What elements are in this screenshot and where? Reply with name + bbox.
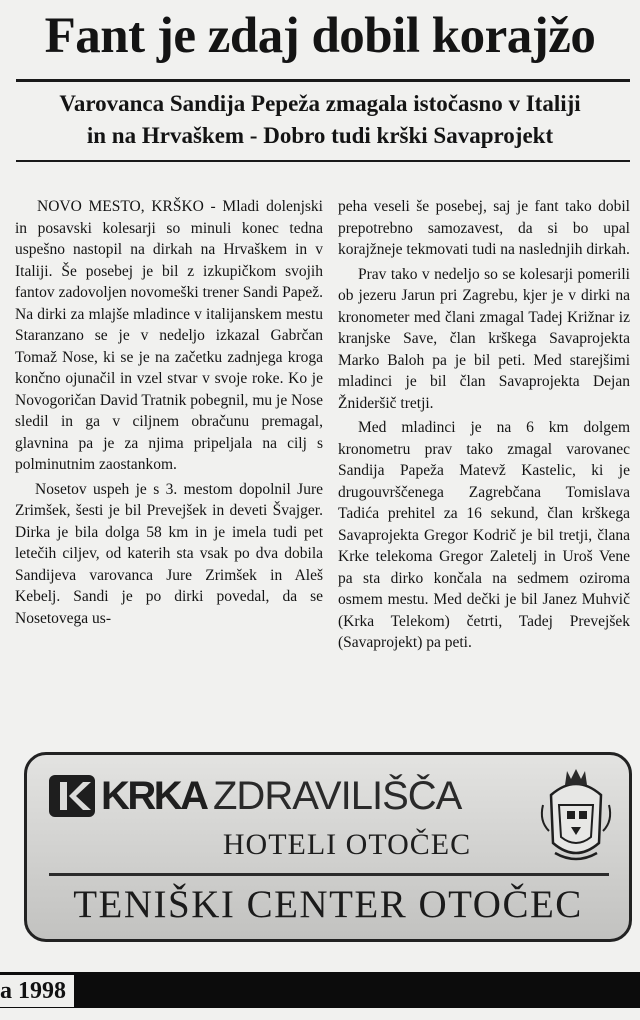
- ad-divider: [49, 873, 609, 876]
- article-paragraph-4: Med mladinci je na 6 km dolgem kronometru prav tako zmagal varovanec Sandija Papeža Matevž Kastelic, ki je drugouvrščenega Zagrebčana Tomislava Tadića prehitel za 16 sekund, član krškega Savaprojekta Gregor Kodrič je bil tretji, člana Krke telekoma Gregor Zaletelj in Uroš Vene pa sta dirko končala na sedmem oziroma osmem mestu. Med dečki je bil Janez Muhvič (Krka Telekom) četrti, Tadej Prevejšek (Savaprojekt) pa peti.: [338, 419, 630, 651]
- article-headline: Fant je zdaj dobil korajžo: [44, 8, 596, 64]
- article-column-left: [15, 196, 323, 632]
- article-paragraph-1: NOVO MESTO, KRŠKO - Mladi dolenjski in posavski kolesarji so minuli konec tedna uspešno nastopil na dirkah na Hrvaškem in v Italiji. Še posebej je bil z izkupičkom svojih fantov zadovoljen novomeški trener Sandi Papež. Na dirki za mlajše mladince v italijanskem mestu Staranzano se je v nedeljo izkazal Gabrčan Tomaž Nose, ki se je na začetku zadnjega kroga končno ojunačil in vzel stvar v svoje roke. Ko je Novogoričan David Tratnik pobegnil, mu je Nose sledil in ga v ciljnem obračunu premagal, glavnina pa je za njima pripeljala na cilj s polminutnim zaostankom.: [15, 198, 323, 473]
- article-column-right: [338, 196, 630, 657]
- hotel-name: HOTELI OTOČEC: [222, 828, 472, 861]
- tennis-center-name: TENIŠKI CENTER OTOČEC: [73, 883, 583, 926]
- subheadline-divider: [16, 160, 630, 162]
- subheadline-line-1: Varovanca Sandija Pepeža zmagala istočasno v Italiji: [59, 91, 581, 116]
- otocec-coat-of-arms-icon: [537, 765, 615, 867]
- advertisement-box: [24, 752, 632, 942]
- article-paragraph-3: Prav tako v nedeljo so se kolesarji pomerili ob jezeru Jarun pri Zagrebu, kjer je v dirki na kronometer med člani zmagal Tadej Križnar iz kranjske Save, član krškega Savaprojekta Marko Baloh pa je bil peti. Med starejšimi mladinci je bil član Savaprojekta Dejan Žnideršič tretji.: [338, 265, 630, 412]
- subheadline-line-2: in na Hrvaškem - Dobro tudi krški Savaprojekt: [86, 123, 554, 148]
- headline-divider: [16, 79, 630, 82]
- brand-zdravilisca: ZDRAVILIŠČA: [213, 774, 462, 818]
- article-paragraph-2-continued: peha veseli še posebej, saj je fant tako dobil prepotrebno samozavest, da si bo upal korajžneje tekmovati tudi na naslednjih dirkah.: [338, 198, 630, 258]
- footer-bar: [0, 972, 640, 1008]
- brand-krka: KRKA: [101, 774, 207, 818]
- footer-date: a 1998: [0, 975, 74, 1007]
- article-subheadline: [0, 88, 640, 152]
- krka-k-logo-icon: [47, 773, 97, 819]
- article-paragraph-2: Nosetov uspeh je s 3. mestom dopolnil Jure Zrimšek, šesti je bil Prevejšek in deveti Švajger. Dirka je bila dolga 58 km in je imela tudi pet letečih ciljev, od katerih sta vsak po dva dobila Sandijeva varovanca Jure Zrimšek in Aleš Kebelj. Sandi je po dirki povedal, da se Nosetovega us-: [15, 480, 323, 627]
